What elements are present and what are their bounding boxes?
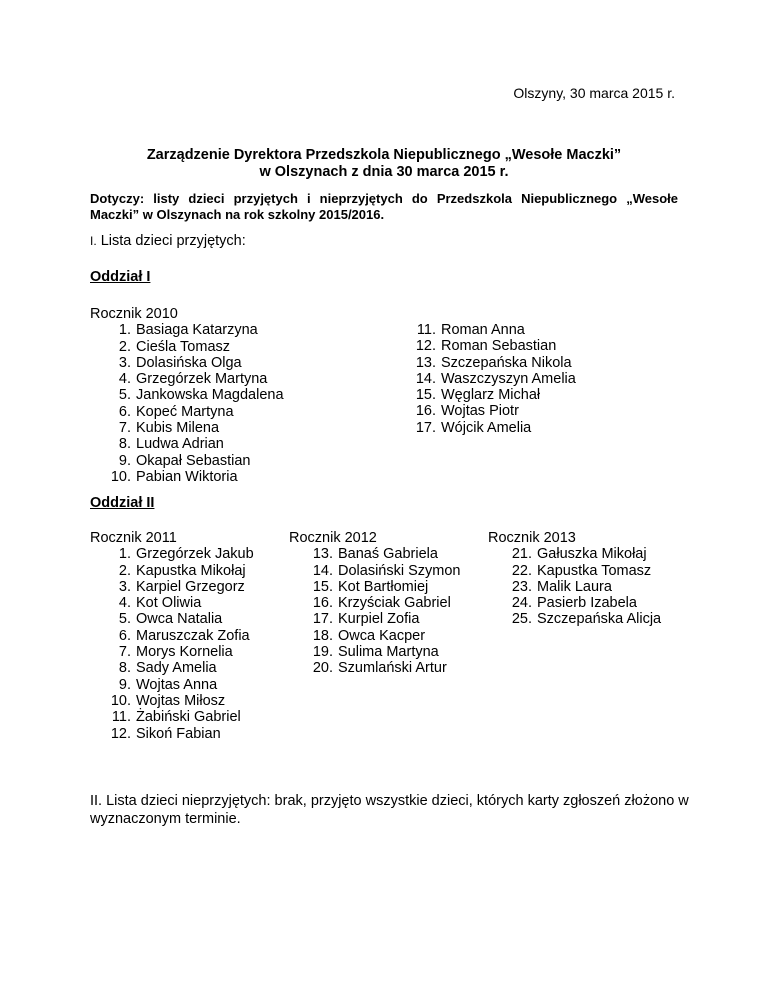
- list-item-number: 18.: [312, 627, 333, 644]
- list-item-number: 16.: [312, 595, 333, 612]
- child-name: Jankowska Magdalena: [136, 387, 284, 404]
- list-item: [90, 322, 284, 338]
- child-name: Owca Natalia: [136, 611, 223, 628]
- year-label-2011: Rocznik 2011: [90, 530, 177, 546]
- list-item-number: 25.: [511, 611, 532, 628]
- child-name: Malik Laura: [537, 578, 612, 595]
- list-item: [90, 469, 284, 485]
- child-name: Pabian Wiktoria: [136, 468, 238, 485]
- year-label-2012: Rocznik 2012: [289, 530, 377, 546]
- list-item-number: 6.: [118, 403, 131, 420]
- document-title-line1: Zarządzenie Dyrektora Przedszkola Niepublicznego „Wesołe Maczki”: [146, 147, 622, 163]
- child-name: Owca Kacper: [338, 627, 426, 644]
- list-item-number: 10.: [110, 468, 131, 485]
- list-item-number: 24.: [511, 595, 532, 612]
- oddzial2-column-2012: [289, 530, 461, 677]
- child-name: Pasierb Izabela: [537, 595, 637, 612]
- list-item-number: 1.: [118, 546, 131, 563]
- list-item-number: 19.: [312, 644, 333, 661]
- list-item-number: 8.: [118, 660, 131, 677]
- child-name: Szumlański Artur: [338, 660, 447, 677]
- children-list: [90, 322, 284, 485]
- list-item-number: 7.: [118, 420, 131, 437]
- list-item: [395, 420, 576, 436]
- list-item-number: 2.: [118, 338, 131, 355]
- list-item: [289, 563, 461, 579]
- list-item: [289, 579, 461, 595]
- child-name: Cieśla Tomasz: [136, 338, 231, 355]
- list-item-number: 17.: [415, 419, 436, 436]
- oddzial1-heading: Oddział I: [90, 269, 151, 285]
- list-item: [488, 611, 661, 627]
- list-item-number: 8.: [118, 436, 131, 453]
- list-item-number: 3.: [118, 354, 131, 371]
- oddzial2-column-2011: [90, 530, 254, 742]
- child-name: Kurpiel Zofia: [338, 611, 420, 628]
- child-name: Gałuszka Mikołaj: [537, 546, 647, 563]
- list-item-number: 11.: [111, 709, 131, 726]
- list-item: [90, 677, 254, 693]
- child-name: Basiaga Katarzyna: [136, 322, 258, 339]
- list-item: [395, 371, 576, 387]
- list-item-number: 14.: [312, 562, 333, 579]
- child-name: Kapustka Tomasz: [537, 562, 652, 579]
- child-name: Krzyściak Gabriel: [338, 595, 451, 612]
- list-item: [90, 546, 254, 562]
- list-item: [289, 628, 461, 644]
- list-item: [90, 436, 284, 452]
- list-item: [395, 403, 576, 419]
- child-name: Kopeć Martyna: [136, 403, 234, 420]
- list-item: [488, 563, 661, 579]
- list-item: [90, 644, 254, 660]
- list-item-number: 5.: [118, 387, 131, 404]
- child-name: Wojtas Miłosz: [136, 692, 226, 709]
- children-list: [395, 322, 576, 436]
- list-item: [395, 355, 576, 371]
- child-name: Grzegórzek Martyna: [136, 371, 268, 388]
- list-item-number: 14.: [415, 370, 436, 387]
- list-item-number: 7.: [118, 644, 131, 661]
- child-name: Grzegórzek Jakub: [136, 546, 254, 563]
- list-item: [395, 322, 576, 338]
- place-date: Olszyny, 30 marca 2015 r.: [513, 85, 675, 101]
- list-item-number: 21.: [511, 546, 532, 563]
- list-item-number: 15.: [312, 578, 333, 595]
- list-item: [289, 595, 461, 611]
- child-name: Roman Sebastian: [441, 338, 557, 355]
- oddzial2-heading: Oddział II: [90, 495, 155, 511]
- list-item-number: 9.: [118, 452, 131, 469]
- child-name: Żabiński Gabriel: [136, 709, 241, 726]
- list-item-number: 22.: [511, 562, 532, 579]
- list-item: [90, 404, 284, 420]
- child-name: Kapustka Mikołaj: [136, 562, 246, 579]
- child-name: Kot Oliwia: [136, 595, 202, 612]
- list-item: [90, 371, 284, 387]
- child-name: Wójcik Amelia: [441, 419, 532, 436]
- child-name: Sady Amelia: [136, 660, 217, 677]
- child-name: Kot Bartłomiej: [338, 578, 429, 595]
- list-item: [90, 660, 254, 676]
- child-name: Roman Anna: [441, 322, 525, 338]
- list-item: [289, 546, 461, 562]
- child-name: Wojtas Piotr: [441, 403, 519, 420]
- list-item-number: 20.: [312, 660, 333, 677]
- child-name: Morys Kornelia: [136, 644, 233, 661]
- oddzial1-left-column: [90, 306, 284, 485]
- section1-label: Lista dzieci przyjętych:: [100, 233, 246, 249]
- list-item: [488, 546, 661, 562]
- oddzial2-column-2013: [488, 530, 661, 628]
- list-item: [90, 563, 254, 579]
- list-item-number: 9.: [118, 676, 131, 693]
- list-item-number: 13.: [312, 546, 333, 563]
- child-name: Sulima Martyna: [338, 644, 439, 661]
- list-item: [90, 453, 284, 469]
- list-item-number: 4.: [118, 595, 131, 612]
- children-list: [488, 546, 661, 627]
- list-item: [289, 644, 461, 660]
- list-item: [90, 726, 254, 742]
- list-item-number: 15.: [415, 387, 436, 404]
- list-item-number: 23.: [511, 578, 532, 595]
- child-name: Dolasińska Olga: [136, 354, 242, 371]
- child-name: Kubis Milena: [136, 420, 220, 437]
- child-name: Szczepańska Nikola: [441, 354, 572, 371]
- list-item: [90, 355, 284, 371]
- children-list: [90, 546, 254, 742]
- child-name: Węglarz Michał: [441, 387, 541, 404]
- list-item: [90, 693, 254, 709]
- subject-paragraph: Dotyczy: listy dzieci przyjętych i nieprzyjętych do Przedszkola Niepublicznego „Wesołe Maczki” w Olszynach na rok szkolny 2015/2016.: [90, 191, 678, 222]
- list-item: [488, 579, 661, 595]
- list-item: [90, 579, 254, 595]
- child-name: Sikoń Fabian: [136, 725, 221, 742]
- list-item: [488, 595, 661, 611]
- child-name: Banaś Gabriela: [338, 546, 438, 563]
- list-item-number: 1.: [118, 322, 131, 339]
- oddzial1-right-column: [395, 322, 576, 436]
- list-item: [90, 387, 284, 403]
- child-name: Szczepańska Alicja: [537, 611, 662, 628]
- document-title-line2: w Olszynach z dnia 30 marca 2015 r.: [259, 164, 509, 180]
- child-name: Ludwa Adrian: [136, 436, 224, 453]
- child-name: Wojtas Anna: [136, 676, 218, 693]
- year-label-2010: Rocznik 2010: [90, 306, 178, 322]
- list-item: [395, 338, 576, 354]
- child-name: Karpiel Grzegorz: [136, 578, 245, 595]
- list-item-number: 4.: [118, 371, 131, 388]
- child-name: Dolasiński Szymon: [338, 562, 461, 579]
- section1-roman: I.: [90, 234, 97, 248]
- list-item: [289, 611, 461, 627]
- list-item: [90, 595, 254, 611]
- list-item: [90, 611, 254, 627]
- year-label-2013: Rocznik 2013: [488, 530, 576, 546]
- list-item-number: 10.: [110, 692, 131, 709]
- list-item: [90, 420, 284, 436]
- list-item-number: 13.: [415, 354, 436, 371]
- section1-heading: [90, 233, 246, 249]
- list-item-number: 17.: [312, 611, 333, 628]
- child-name: Maruszczak Zofia: [136, 627, 250, 644]
- list-item-number: 3.: [118, 578, 131, 595]
- list-item: [90, 709, 254, 725]
- section2-paragraph: II. Lista dzieci nieprzyjętych: brak, przyjęto wszystkie dzieci, których karty zgłoszeń złożono w wyznaczonym terminie.: [90, 793, 689, 827]
- list-item-number: 12.: [415, 338, 436, 355]
- list-item-number: 5.: [118, 611, 131, 628]
- list-item-number: 11.: [416, 322, 436, 338]
- list-item-number: 12.: [110, 725, 131, 742]
- children-list: [289, 546, 461, 676]
- list-item: [395, 387, 576, 403]
- list-item: [90, 339, 284, 355]
- list-item-number: 16.: [415, 403, 436, 420]
- child-name: Waszczyszyn Amelia: [441, 370, 576, 387]
- list-item-number: 6.: [118, 627, 131, 644]
- list-item: [289, 660, 461, 676]
- child-name: Okapał Sebastian: [136, 452, 251, 469]
- list-item-number: 2.: [118, 562, 131, 579]
- list-item: [90, 628, 254, 644]
